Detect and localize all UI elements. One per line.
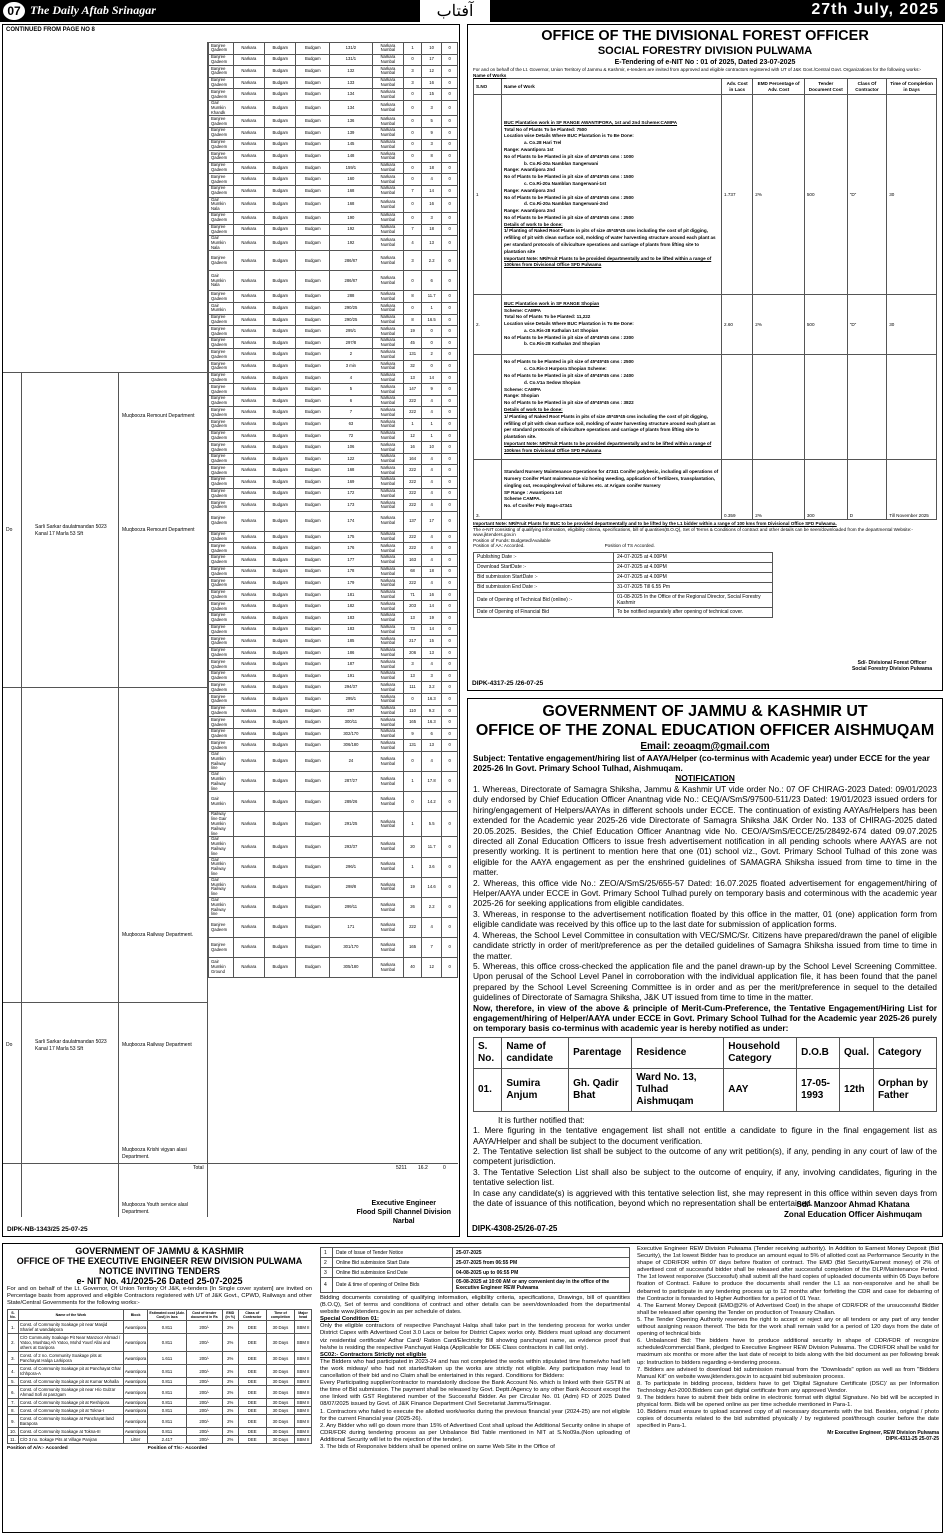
land-row: Banjree Qadeem Narkara Budgam Budgam 148 Narkara Numbal 0 8 0 [209, 151, 458, 163]
land-row: Banjree Qadeem Narkara Budgam Budgam 168 Narkara Numbal 7 14 0 [209, 185, 458, 197]
land-row: Banjree Qadeem Narkara Budgam Budgam 132 Narkara Numbal 3 12 0 [209, 66, 458, 78]
zonal-title2: OFFICE OF THE ZONAL EDUCATION OFFICER AISHMUQAM [475, 722, 935, 739]
rew-sc2: The Bidders who had participated in 2023-24 and has not completed the works within stipulated time frame/who had left the work midway/ who had not started/taken up the works are strictly not eligible. Any participation may lead to cancellation of their bid and no Claim shall be entertained in this regard. Conditions for Bidders: [320, 1358, 630, 1380]
zonal-candidate-row: 01. Sumira Anjum Gh. Qadir Bhat Ward No. 13, Tulhad Aishmuqam AAY 17-05-1993 12th Orphan by Father [474, 1068, 937, 1111]
land-dept-remount-b: Muqbooza Remount Department [122, 527, 195, 533]
rew-dipk: DIPK-4311-25 25-07-25 [885, 1436, 939, 1443]
land-total-sft: 0 [443, 1165, 446, 1171]
rew-right4: 6. Unbalanced Bid: The bidders have to produce additional security in shape of CDR/FDR of recognize scheduled/commercial Bank, pledged to Executive Engineer REW Division Pulwama. The CDR/FDR shall be valid for maximum six months or more after the last date of receipt to bids along with the bid document as per following break up: Instruction to bidders regarding e-tendering process. [637, 1338, 939, 1366]
zonal-f3: 3. The Tentative Selection List shall also be subject to the outcome of enquiry, if any, involving candidates, figuring in the tentative selection list. [473, 1166, 937, 1188]
land-row: Banjree Qadeem Narkara Budgam Budgam 300/11 Narkara Numbal 165 16.3 0 [209, 717, 458, 729]
land-row: Banjree Qadeem Narkara Budgam Budgam 306/180 Narkara Numbal 131 13 0 [209, 740, 458, 752]
land-do-2: Do [6, 1042, 13, 1048]
rew-sc5: 2. Any Bidder who will go down more than 15% of Advertised Cost shall upload the Additional Security online in shape of CDR/FDR during tendering process as per Unbalance Bid Table mentioned in NIT at S.No09a.(Non uploading of Additional Security will let to the rejection of the tender). [320, 1422, 630, 1443]
zonal-f4: In case any candidate(s) is aggrieved with this tentative selection list, she may represent in this office within seven days from the date of issuance of this notification, beyond which no representation shall be entertained. [473, 1187, 937, 1208]
land-do-1: Do [6, 527, 13, 533]
rew-sc6: 3. The bids of Responsive bidders shall be opened online on same Web Site in the Office of [320, 1443, 555, 1450]
land-row: Banjree Qadeem Narkara Budgam Budgam 295/1 Narkara Numbal 0 16.3 0 [209, 694, 458, 706]
land-row: Gair Mumkin Khandk Narkara Budgam Budgam 134 Narkara Numbal 0 3 0 [209, 100, 458, 115]
land-row: Banjree Qadeem Narkara Budgam Budgam 122 Narkara Numbal 164 4 0 [209, 453, 458, 465]
zonal-para-5: 5. Whereas, this office cross-checked the application file and the panel drawn-up by the School Level Screening Committee. Upon perusal of the School Level Panel in corroboration with the individual application file, it has been found that the panel prepared by the School Level Screening Committee is in order and as per the merit/preference in sequel to the detailed guidelines of Directorate of Samagra Shiksha, J&K UT issued from time to time in the matter. [473, 960, 937, 1003]
land-table-wrap [208, 42, 458, 978]
rew-sc4: 1. Contractors who failed to execute the allotted work/works during the previous financial year (2024-25) are not eligible for the current Financial year (2025-26). [320, 1408, 630, 1422]
land-row: Banjree Qadeem Narkara Budgam Budgam 295/1 Narkara Numbal 19 0 0 [209, 326, 458, 338]
land-row: Banjree Qadeem Narkara Budgam Budgam 178 Narkara Numbal 68 18 0 [209, 566, 458, 578]
land-row: Banjree Qadeem Narkara Budgam Budgam 183 Narkara Numbal 13 19 0 [209, 612, 458, 624]
land-row: Banjree Qadeem Narkara Budgam Budgam 131/2 Narkara Numbal 1 10 0 [209, 43, 458, 55]
land-owner-1: Sarli Sarkar daulatmandan 5023 Kanal 17 Marla 53 Sft [35, 524, 107, 537]
rew-sc2h: SC02:- Contractors Strictly not eligible [320, 1351, 427, 1358]
land-row: Banjree Qadeem Narkara Budgam Budgam 2 Narkara Numbal 131 2 0 [209, 349, 458, 361]
land-row: Banjree Qadeem Narkara Budgam Budgam 185 Narkara Numbal 217 15 0 [209, 636, 458, 648]
land-row: Gair Mumkin Ground Narkara Budgam Budgam 305/180 Narkara Numbal 40 12 0 [209, 958, 458, 978]
land-row: Banjree Qadeem Narkara Budgam Budgam 301/170 Narkara Numbal 165 7 0 [209, 938, 458, 958]
land-row: Banjree Qadeem Narkara Budgam Budgam 290/25 Narkara Numbal 8 16.5 0 [209, 314, 458, 326]
zonal-para-2: 2. Whereas, this office vide No.: ZEO/A/SmS/25/655-57 Dated: 16.07.2025 floated advertisement for engagement/hiring of Helper/AAYA under ECCE in Govt. Primary School Tulhad purely on temporary basis and coterminous with the academic year 2025-26 for seeking applications from eligible candidates. [473, 877, 937, 909]
rew-work-row: 4. Const. of Community Soakage pit at Panchayat Ghar Ichhpora-A Awantipora 0.811 200/- 2% DEE 30 Days SBM II [8, 1365, 312, 1378]
land-row: Banjree Qadeem Narkara Budgam Budgam 191 Narkara Numbal 13 3 0 [209, 670, 458, 682]
land-row: Banjree Qadeem Narkara Budgam Budgam 168 Narkara Numbal 222 4 0 [209, 465, 458, 477]
rew-tender-notice [2, 1243, 943, 1533]
rew-work-row: 6. Const. of Community Soakage pit near H/o Gulzar Ahmad Sofi at panzgam Awantipora 0.811 200/- 2% DEE 30 Days SBM II [8, 1386, 312, 1399]
forest-notice [467, 24, 943, 691]
land-total-row [3, 1163, 458, 1172]
rew-sc1h: Special Condition 01: [320, 1316, 379, 1323]
land-row: Gair Mumkin Narkara Budgam Budgam 290/25 Narkara Numbal 0 1 0 [209, 303, 458, 315]
rew-right8: 10. Bidders must ensure to upload scanned copy of all necessary documents with the bid. Besides, original / photo copies of documents related to the bid submitted physically / by registered post/through courier before the date specified in Para-1. [637, 1409, 939, 1430]
rew-date-row: 4 Date & time of opening of Online Bids 05-08-2025 at 10:00 AM or any convenient day in the office of the Executive Engineer REW Pulwama [321, 1278, 630, 1293]
rew-date-row: 1 Date of Issue of Tender Notice 25-07-2025 [321, 1248, 630, 1258]
rew-title4: e- NIT No. 41/2025-26 Dated 25-07-2025 [76, 1276, 243, 1286]
forest-col-cost: Adv. Cost in Lacs [722, 79, 753, 95]
rew-title1: GOVERNMENT OF JAMMU & KASHMIR [75, 1246, 244, 1256]
land-row: Banjree Qadeem Narkara Budgam Budgam 297 Narkara Numbal 110 9.2 0 [209, 705, 458, 717]
forest-works-table [473, 78, 937, 520]
rew-right7: 9. The bidders have to submit their bids online in electronic format with digital Signature. No bid will be accepted in physical form. Bids will be opened online as per time schedule mentioned in Para-1. [637, 1394, 939, 1409]
land-row: Banjree Qadeem Narkara Budgam Budgam 136 Narkara Numbal 0 5 0 [209, 116, 458, 128]
land-row: Banjree Qadeem Narkara Budgam Budgam 176 Narkara Numbal 222 4 0 [209, 543, 458, 555]
rew-right3: 5. The Tender Opening Authority reserves the right to accept or reject any or all tenders or any part of any tender without assigning reason thereof. The bids for the work shall remain valid for a period of 120 days from the date of opening of technical bids [637, 1316, 939, 1338]
land-row: Banjree Qadeem Narkara Budgam Budgam 179 Narkara Numbal 222 4 0 [209, 578, 458, 590]
land-row: Gair Mumkin Nala Narkara Budgam Budgam 168 Narkara Numbal 0 16 0 [209, 197, 458, 212]
land-row: Gair Mumkin Railway line Narkara Budgam Budgam 287/27 Narkara Numbal 1 17.8 0 [209, 772, 458, 792]
land-row: Banjree Qadeem Narkara Budgam Budgam 5 Narkara Numbal 147 9 0 [209, 384, 458, 396]
forest-col-time: Time of Completion in Days [887, 79, 937, 95]
forest-row-3: 3. Standard Nursery Maintenance Operations for 47341 Conifer polybesic, including all operations of Nursery Conifer Plant maintenance viz hoeing weeding, application of fertilizers, transplantation, singling out, recouping/revival of failures etc. at Arigam conifer Nursery SF Range : Awantipora 1st Scheme CAMPA. No. of Conifer Poly Bags-47341 0.359 2% 300 D Till November 2025 [474, 460, 937, 520]
land-row: Banjree Qadeem Narkara Budgam Budgam 63 Narkara Numbal 1 1 0 [209, 419, 458, 431]
land-owner-2: Sarli Sarkar daulatmandan 5023 Kanal 17 Marla 53 Sft [35, 1039, 107, 1052]
land-records-notice [2, 24, 460, 1237]
land-row: Banjree Qadeem Narkara Budgam Budgam 134 Narkara Numbal 0 15 0 [209, 89, 458, 101]
rew-title2: OFFICE OF THE EXECUTIVE ENGINEER REW DIVISION PULWAMA [16, 1256, 303, 1266]
rew-work-row: 5. Const. of Community Soakage pit at Kumar Mohalla Awantipora 0.811 200/- 2% DEE 30 Days SBM II [8, 1378, 312, 1386]
land-row: Banjree Qadeem Narkara Budgam Budgam 186 Narkara Numbal 206 13 0 [209, 647, 458, 659]
land-total-marla: 16.2 [418, 1165, 428, 1171]
rew-intro: For and on behalf of the Lt. Governor, Of Union Territory Of J&K, e-tenders [In Single cover system] are invited on Percentage basis from approved and eligible Contractors registered with UT of J&K Govt., CPWD, Railways and other State/Central Governments for the following works:- [7, 1286, 312, 1307]
land-row: Banjree Qadeem Narkara Budgam Budgam 106 Narkara Numbal 16 10 0 [209, 442, 458, 454]
land-row: Banjree Qadeem Narkara Budgam Budgam 192 Narkara Numbal 7 18 0 [209, 224, 458, 236]
land-row: Banjree Qadeem Narkara Budgam Budgam 133 Narkara Numbal 3 16 0 [209, 77, 458, 89]
rew-work-row: 11. C/O 3 no. Sokage Pits at Village Panjran Litter 2.417 200/- 2% DEE 30 Days SBM II [8, 1436, 312, 1444]
land-row: Banjree Qadeem Narkara Budgam Budgam 294/37 Narkara Numbal 111 3.2 0 [209, 682, 458, 694]
rew-work-row: 1. Const. of Community Soakage pit near Masjid Sharief at wandakpora Awantipora 0.811 200/- 2% DEE 30 Days SBM II [8, 1321, 312, 1334]
land-dipk: DIPK-NB-1343/25 25-07-25 [7, 1226, 88, 1233]
land-row: Banjree Qadeem Narkara Budgam Budgam 171 Narkara Numbal 222 4 0 [209, 918, 458, 938]
land-row: Banjree Qadeem Narkara Budgam Budgam 4 Narkara Numbal 13 14 0 [209, 372, 458, 384]
land-row: Banjree Qadeem Narkara Budgam Budgam 139 Narkara Numbal 0 9 0 [209, 127, 458, 139]
land-total-area: 5211 [396, 1165, 407, 1171]
land-row: Gair Mumkin Railway line Narkara Budgam Budgam 296/1 Narkara Numbal 1 3.6 0 [209, 857, 458, 877]
zonal-subject: Subject: Tentative engagement/hiring list of AAYA/Helper (co-terminus with Academic year) under ECCE for the year 2025-26 In Govt. Primary School Tulhad, Aishmuqam. [473, 753, 930, 773]
land-row: Banjree Qadeem Narkara Budgam Budgam 288 Narkara Numbal 8 11.7 0 [209, 291, 458, 303]
forest-name-works: Name of Works [473, 72, 507, 78]
rew-title3: NOTICE INVITING TENDERS [98, 1266, 220, 1276]
rew-mid1: Bidding documents consisting of qualifying information, eligibility criteria, specifications, Drawings, bill of quantities (B.O.Q), Set of terms and conditions of contract and other details can be seen/downloaded from the departmental website www.jktenders.gov.in as per schedule of dates. [320, 1295, 630, 1316]
rew-work-row: 8. Const. of Community Soakage pit at Tokna-I Awantipora 0.811 200/- 2% DEE 30 Days SBM II [8, 1407, 312, 1415]
zonal-f1: 1. Mere figuring in the tentative engagement list shall not entitle a candidate to figure in the final engagement list as AAYA/Helper and shall be subject to the document verification. [473, 1125, 937, 1146]
rew-right5: 7. Bidders are advised to download bid submission manual from the "Downloads" option as well as from "Bidders Manual Kit" on website www.jktenders.gov.in to acquaint bid submission process. [637, 1366, 939, 1380]
land-row: Gair Mumkin Railway line Narkara Budgam Budgam 298/8 Narkara Numbal 19 14.6 0 [209, 877, 458, 897]
zonal-para-4: 4. Whereas, the School Level Committee in consultation with VEC/SMC/Sr. Citizens have prepared/drawn the panel of eligible candidate strictly in order of merit/preference as per the detailed guidelines of Samagra Shiksha issued from time to time in the matter. [473, 929, 937, 961]
land-row: Banjree Qadeem Narkara Budgam Budgam 302/170 Narkara Numbal 9 6 0 [209, 728, 458, 740]
zonal-signature: Sd/- Manzoor Ahmad Khatana Zonal Education Officer Aishmuqam [784, 1200, 922, 1219]
forest-row-2: 2. BUC Plantation work in SF RANGE Shopian Scheme: CAMPA Total No of Plants To be Planted: 11,222 Location wise Details Where BUC Plantation is To Be Done: a. Co.Ris-28 Kathalan 1st Shopian No of Plants to be Planted in pit size of 45*45*45 cms : 2300 b. Co.Ris-28 Kathalan 2nd Shopian 2.60 2% 500 "D" 30 [474, 295, 937, 355]
land-row: Banjree Qadeem Narkara Budgam Budgam 190 Narkara Numbal 0 3 0 [209, 212, 458, 224]
land-row: Gair Mumkin Nala Narkara Budgam Budgam 192 Narkara Numbal 4 13 0 [209, 236, 458, 251]
zonal-para-6: Now, therefore, in view of the above & principle of Merit-Cum-Preference, the Tentative Engagement/Hiring List for engagement/hiring of Helper/AAYA under ECCE in Govt. Primary School Tulhad for the Academic year 2025-26 purely on temporary basis co-terminus with academic year is hereby notified as under: [473, 1002, 937, 1034]
land-total-label: Total [193, 1165, 204, 1171]
rew-aa-ts: Position of A/A:- Accorded Position of T/s:- Accorded [7, 1446, 208, 1452]
forest-date-row: Bid submission StartDate :- 24-07-2025 at 4.00PM [474, 572, 773, 582]
land-row: Banjree Qadeem Narkara Budgam Budgam 175 Narkara Numbal 222 4 0 [209, 531, 458, 543]
forest-signature: Sd/- Divisional Forest Officer Social Forestry Division Pulwama [851, 660, 932, 672]
land-row: Banjree Qadeem Narkara Budgam Budgam 172 Narkara Numbal 222 4 0 [209, 488, 458, 500]
rew-works-table: S. No. Name of the Work Block Estimated cost (Adv. Cost) in lacs Cost of tender document in Rs EMD (in %) Class of Contractor Time of completion Major head 1. Const. of Community Soakage pit near Masjid Sharief at wandakpora Awantipora 0.811 200/- 2% DEE 30 Days SBM II 2. C/O Community Soakage Pit Near Manzoor Ahmad / Yatoo, Mushtaq Ah Yatoo, Mohd Yousf Allai and others at Garipora Awantipora 0.811 200/- 2% DEE 30 Days SBM II 3. Const. of 2 no. Community Soakage pits at Panchayat Halqa Larkipora Awantipora 1.611 200/- 2% DEE 30 Days SBM II 4. Const. of Community Soakage pit at Panchayat Ghar Ichhpora-A Awantipora 0.811 200/- 2% DEE 30 Days SBM II 5. Const. of Community Soakage pit at Kumar Mohalla Awantipora 0.811 200/- 2% DEE 30 Days SBM II 6. Const. of Community Soakage pit near H/o Gulzar Ahmad Sofi at panzgam Awantipora 0.811 200/- 2% DEE 30 Days SBM II 7. Const. of Community Soakage pit at Reshipora Awantipora 0.811 200/- 2% DEE 30 Days SBM II 8. Const. of Community Soakage pit at Tokna-I Awantipora 0.811 200/- 2% DEE 30 Days SBM II 9. Const. of Community Soakage at Panchayat land Barapora Awantipora 0.811 200/- 2% DEE 30 Days SBM II 10. Const. of Community Soakage at Tokna-III Awantipora 0.811 200/- 2% DEE 30 Days SBM II 11. C/O 3 no. Sokage Pits at Village Panjran Litter 2.417 200/- 2% DEE 30 Days SBM II [7, 1309, 312, 1444]
zonal-para-3: 3. Whereas, in response to the advertisement notification floated by this office in the matter, 01 (one) application form from eligible candidate was received by this office up to the last date for submission of application forms. [473, 908, 937, 930]
zonal-f2: 2. The Tentative selection list shall be subject to the outcome of any writ petition(s), if any, pending in any court of law of the competent jurisdiction. [473, 1145, 937, 1167]
newspaper-logo: آفتاب [420, 0, 490, 22]
forest-col-name: Name of Work [502, 79, 722, 95]
forest-title: OFFICE OF THE DIVISIONAL FOREST OFFICER [541, 28, 869, 44]
forest-date-row: Date of Opening of Technical Bid (online) :- 01-08-2025 In the Office of the Regional Director, Social Forestry Kashmir [474, 592, 773, 607]
land-row: Gair Mumkin Railway line Narkara Budgam Budgam 24 Narkara Numbal 0 4 0 [209, 752, 458, 772]
rew-work-row: 9. Const. of Community Soakage at Panchayat land Barapora Awantipora 0.811 200/- 2% DEE 30 Days SBM II [8, 1415, 312, 1428]
forest-date-row: Date of Opening of Financial Bid To be notified separately after opening of technical cover. [474, 607, 773, 617]
page-number: 07 [3, 2, 25, 20]
land-dept-railway: Muqbooza Railway Department. [122, 932, 194, 938]
land-row: Gair Mumkin Nala Narkara Budgam Budgam 286/87 Narkara Numbal 0 6 0 [209, 271, 458, 291]
forest-funds: Position of Funds: Budgeted/Available [473, 537, 551, 543]
zonal-further: It is further notified that: [498, 1114, 585, 1125]
forest-note2: The e-NIT consisting of qualifying information, eligibility criteria, specifications, bill of quantities(B.O.Q), Set of Terms & Conditions of contract and other details can be seen/downloaded from the departmental Website:- www.jktenders.gov.in [473, 526, 913, 538]
forest-date-row: Download StartDate :- 24-07-2025 at 4.00PM [474, 562, 773, 572]
rew-date-row: 2 Online Bid submission Start Date 25-07-2025 from 06:55 PM [321, 1258, 630, 1268]
forest-date-row: Bid submission End Date :- 31-07-2025 Till 6.55 Pm [474, 582, 773, 592]
land-row: Banjree Qadeem Narkara Budgam Budgam 72 Narkara Numbal 12 1 0 [209, 430, 458, 442]
land-row: Gair Mumkin Railway line Narkara Budgam Budgam 299/11 Narkara Numbal 26 2.2 0 [209, 897, 458, 917]
rew-right1: Executive Engineer REW Division Pulwama (Tender receiving authority). In Addition to Earnest Money Deposit (Bid Security), the 1st lowest Bidder has to produce an amount equal to 5% of allotted cost as Performance Security in the shape of CDR/FDR within 07 days before fixation of contract. The EMD (Bid Security/Earnest money) of 2% of advertised cost of successful bidder shall be released after successful completion of the DLP/Maintenance Period. The 1st lowest responsive (Successful) shall submit all the hard copies of uploaded documents within 05 Days before fixation of Contract. Failure to produce the documents shall render the L1 as non-responsive and he shall be debarred to participate in any tendering process up to 12 months after forfeiting the CDR and case for debarring of the Contractor is forwarded to Higher Authorities for a period of 01 Year. [637, 1246, 939, 1302]
zonal-notification-heading: NOTIFICATION [675, 773, 735, 783]
land-row: Banjree Qadeem Narkara Budgam Budgam 174 Narkara Numbal 137 17 0 [209, 511, 458, 531]
rew-sc1: Only the eligible contractors of respective Panchayat Halqa shall take part in the tendering process for works under District Capex with Advertised Cost 3.0 Lacs or below for District Capex works only. Bidders must upload any document viz residential certificate/ Adhar Card/ Ration Card/Electricity Bill showing panchayat name, as evidence proof that he/she is residing the respective Panchayat Halqa (Applicable for DEE Class contractors in call list only). [320, 1323, 630, 1351]
rew-sc3: Every Participating supplier/contractor to mandatorily disclose the Bank Account No. which is linked with their GSTIN at the time of Bid submission. The payment shall be released by Govt. Deptt./Agency to any other Bank Account except the one linked with GST Registered number of the Successful Bidder. As per Circular No. 01 (Adm) FD of 2025 Dated 08/07/2025 issued by Govt. of J&K Finance Department Civil Secretariat Jammu/Srinagar. [320, 1380, 630, 1408]
land-row: Banjree Qadeem Narkara Budgam Budgam 3 min Narkara Numbal 32 0 0 [209, 361, 458, 373]
land-row: Gair Mumkin Narkara Budgam Budgam 289/26 Narkara Numbal 0 14.2 0 [209, 792, 458, 812]
forest-aa-ts: Position of AA: Accorded. Position of TS Accorded. [473, 543, 655, 549]
forest-intro: For and on behalf of the Lt. Governor, Union Territory of Jammu & Kashmir, e-tenders are invited from approved and eligible contractors registered with UT of J&K Govt./Central Govt. Organizations for the following works:- [473, 67, 922, 72]
land-row: Banjree Qadeem Narkara Budgam Budgam 160 Narkara Numbal 0 4 0 [209, 174, 458, 186]
land-row: Banjree Qadeem Narkara Budgam Budgam 177 Narkara Numbal 163 4 0 [209, 554, 458, 566]
land-row: Banjree Qadeem Narkara Budgam Budgam 181 Narkara Numbal 71 16 0 [209, 589, 458, 601]
land-signature: Executive Engineer Flood Spill Channel Division Narbal [356, 1200, 451, 1225]
rew-work-row: 2. C/O Community Soakage Pit Near Manzoor Ahmad / Yatoo, Mushtaq Ah Yatoo, Mohd Yousf Allai and others at Garipora Awantipora 0.811 200/- 2% DEE 30 Days SBM II [8, 1334, 312, 1352]
land-dept-railway-2: Muqbooza Railway Department [122, 1042, 192, 1048]
zonal-dipk: DIPK-4308-25/26-07-25 [472, 1224, 558, 1233]
forest-col-class: Class Of Contractor [847, 79, 887, 95]
land-table [208, 42, 458, 978]
forest-date-row: Publishing Date :- 24-07-2025 at 4.00PM [474, 552, 773, 562]
land-row: Railway line Gair Mumkin Railway line Narkara Budgam Budgam 291/25 Narkara Numbal 1 5.5 0 [209, 812, 458, 837]
forest-dipk: DIPK-4317-25 /26-07-25 [472, 680, 544, 687]
forest-enit: E-Tendering of e-NIT No : 01 of 2025, Dated 23-07-2025 [614, 59, 796, 66]
forest-row-2b: No of Plants to be Planted in pit size of 45*45*45 cms : 2500 c. Co.Ris-3 Hurpora Shopian Scheme: No of Plants to be Planted in pit size of 45*45*45 cms : 2400 d. Co.V1a Sedow Shopian Scheme: CAMPA Range: Shopian No of Plants to be Planted in pit size of 45*45*45 cms : 3822 Details of work to be done: 1/ Planting of Naked Root Plants in pits of size 45*45*45 cms including the cost of pit digging, refilling of pit with clean surface soil, molding of water harvesting structure around each plant as per standard protocols of silviculture operations and carriage of plants from lifting site to plantation site. Important Note: NR/Fruit Plants to be provided departmentally and to be lifted within a range of 100kms from Divisional Office SFD Pulwama [474, 355, 937, 460]
forest-dates-table [473, 552, 773, 618]
rew-dates-table [320, 1247, 630, 1293]
forest-note: Important Note: NR/Fruit Plants for BUC to be provided departmentally and to be lifted by the L1 bidder within a range of 100 kms from Divisional Office SFD Pulwama. [473, 521, 837, 526]
land-dept-remount-a: Muqbooza Remount Department [122, 413, 195, 419]
land-row: Banjree Qadeem Narkara Budgam Budgam 183 Narkara Numbal 73 14 0 [209, 624, 458, 636]
land-left-columns [3, 42, 208, 1217]
zonal-candidate-table: S. No. Name of candidate Parentage Residence Household Category D.O.B Qual. Category 01. Sumira Anjum Gh. Qadir Bhat Ward No. 13, Tulhad Aishmuqam AAY 17-05-1993 12th Orphan by Father [473, 1037, 937, 1112]
rew-date-row: 3 Online Bid submission End Date 04-08-2025 up to 06:55 PM [321, 1268, 630, 1278]
rew-right6: 8. To participate in bidding process, bidders have to get 'Digital Signature Certificate (DSC)' as per Information Technology Act-2000.Bidders can get digital certificate from any approved Vendor. [637, 1380, 939, 1394]
land-row: Banjree Qadeem Narkara Budgam Budgam 145 Narkara Numbal 0 3 0 [209, 139, 458, 151]
forest-row-1: 1 BUC Plantation work in SF RANGE AWANTIPORA, 1st and 2nd Scheme:CAMPA Total No of Plants To be Planted: 7500 Location wise Details Where BUC Plantation is To Be Done: a. Co.28 Hari Trel Range: Awantipora 1st No of Plants to be Planted in pit size of 45*45*45 cms : 1000 b. Co.Ri-20a Namblan Sangerwani Range: Awantipora 2nd No of Plants to be Planted in pit size of 45*45*45 cms : 1500 c. Co.Ri-20a Namblan Sangerwani-1st Range: Awantipora 2nd No of Plants to be Planted in pit size of 45*45*45 cms : 2500 d. Co.Ri-20a Namblan Sangerwani-2nd Range: Awantipora 2nd No of Plants to be Planted in pit size of 45*45*45 cms : 2500 Details of work to be done: 1/ Planting of Naked Root Plants in pits of size 45*45*45 cms including the cost of pit digging, refilling of pit with clean surface soil, molding of water harvesting structure around each plant as per standard protocols of silviculture operations and carriage of plants from lifting site to plantation site Important Note: NR/Fruit Plants to be provided departmentally and to be lifted within a range of 100kms from Divisional Office SFD Pulwama 1.737 2% 500 "D" 30 [474, 95, 937, 295]
land-row: Banjree Qadeem Narkara Budgam Budgam 7 Narkara Numbal 222 4 0 [209, 407, 458, 419]
land-row: Banjree Qadeem Narkara Budgam Budgam 131/1 Narkara Numbal 0 17 0 [209, 54, 458, 66]
forest-col-emd: EMD Percentage of Adv. Cost [753, 79, 805, 95]
rew-work-row: 3. Const. of 2 no. Community Soakage pits at Panchayat Halqa Larkipora Awantipora 1.611 200/- 2% DEE 30 Days SBM II [8, 1352, 312, 1365]
land-row: Banjree Qadeem Narkara Budgam Budgam 187 Narkara Numbal 3 4 0 [209, 659, 458, 671]
zonal-para-1: 1. Whereas, Directorate of Samagra Shiksha, Jammu & Kashmir UT vide order No.: 07 OF CHIRAG-2023 Dated: 09/01/2023 duly endorsed by Chief Education Officer Anantnag vide No.: CEQ/A/SmS/97500-511/23 Dated: 19/01/2023 issued orders for hiring/engagement of Helpers/AAYAs in different schools under ECCE. The continuation of existing AAYAs/Helpers has been extended for the Academic year 2025-26 vide Directorate of Samagra Shiksha J&K Order No. 133 of CHIRAG-2025 dated 20.05.2025. Besides, the Chief Education Officer Anantnag vide No. CEO/A/SmS/ECCE/25/28492-674 dated 09.07.2025 directed all Zonal Education Officers to issue fresh advertisement notification in all pending schools where AAYAS are not presently working. It is pertinent to mention here that one (01) school viz., Govt. Primary School Tulhad of this zone was eligible for the AAYA engagement as per the enshrined guidelines of SAMAGRA Shiksha issued from time to time in the matter. [473, 784, 937, 878]
newspaper-name: The Daily Aftab Srinagar [30, 3, 156, 17]
land-dept-krishi: Muqbooza Krishi vigyan alasi Department. [122, 1147, 187, 1160]
land-row: Banjree Qadeem Narkara Budgam Budgam 169 Narkara Numbal 222 4 0 [209, 476, 458, 488]
land-row: Banjree Qadeem Narkara Budgam Budgam 297/8 Narkara Numbal 45 0 0 [209, 337, 458, 349]
rew-work-row: 7. Const. of Community Soakage pit at Reshipora Awantipora 0.811 200/- 2% DEE 30 Days SBM II [8, 1399, 312, 1407]
zonal-title1: GOVERNMENT OF JAMMU & KASHMIR UT [542, 703, 868, 720]
land-dept-youth: Muqbooza Youth service alasl Department. [122, 1202, 189, 1215]
land-row: Banjree Qadeem Narkara Budgam Budgam 159/1 Narkara Numbal 0 18 0 [209, 162, 458, 174]
forest-col-sno: S.NO [474, 79, 502, 95]
page-header [0, 0, 945, 22]
rew-right2: 4. The Earnest Money Deposit (EMD@2% of Advertised Cost) in the shape of CDR/FDR of the unsuccessful Bidder shall be released after opening the Tender on production of Treasury Challan. [637, 1302, 939, 1316]
zonal-education-notice [467, 698, 943, 1237]
continued-label: CONTINUED FROM PAGE NO 8 [6, 27, 95, 33]
land-row: Gair Mumkin Railway line Narkara Budgam Budgam 293/37 Narkara Numbal 20 11.7 0 [209, 837, 458, 857]
land-row: Banjree Qadeem Narkara Budgam Budgam 173 Narkara Numbal 222 4 0 [209, 500, 458, 512]
forest-subtitle: SOCIAL FORESTRY DIVISION PULWAMA [597, 45, 813, 57]
land-row: Banjree Qadeem Narkara Budgam Budgam 286/87 Narkara Numbal 3 2.2 0 [209, 251, 458, 271]
rew-signature: Mr Executive Engineer, REW Division Pulwama [827, 1430, 939, 1437]
zonal-email: Email: zeoaqm@gmail.com [640, 741, 770, 752]
issue-date: 27th July, 2025 [811, 1, 939, 18]
forest-col-doc: Tender Document Cost [804, 79, 847, 95]
rew-work-row: 10. Const. of Community Soakage at Tokna-III Awantipora 0.811 200/- 2% DEE 30 Days SBM II [8, 1428, 312, 1436]
land-row: Banjree Qadeem Narkara Budgam Budgam 6 Narkara Numbal 222 4 0 [209, 395, 458, 407]
land-row: Banjree Qadeem Narkara Budgam Budgam 182 Narkara Numbal 203 14 0 [209, 601, 458, 613]
